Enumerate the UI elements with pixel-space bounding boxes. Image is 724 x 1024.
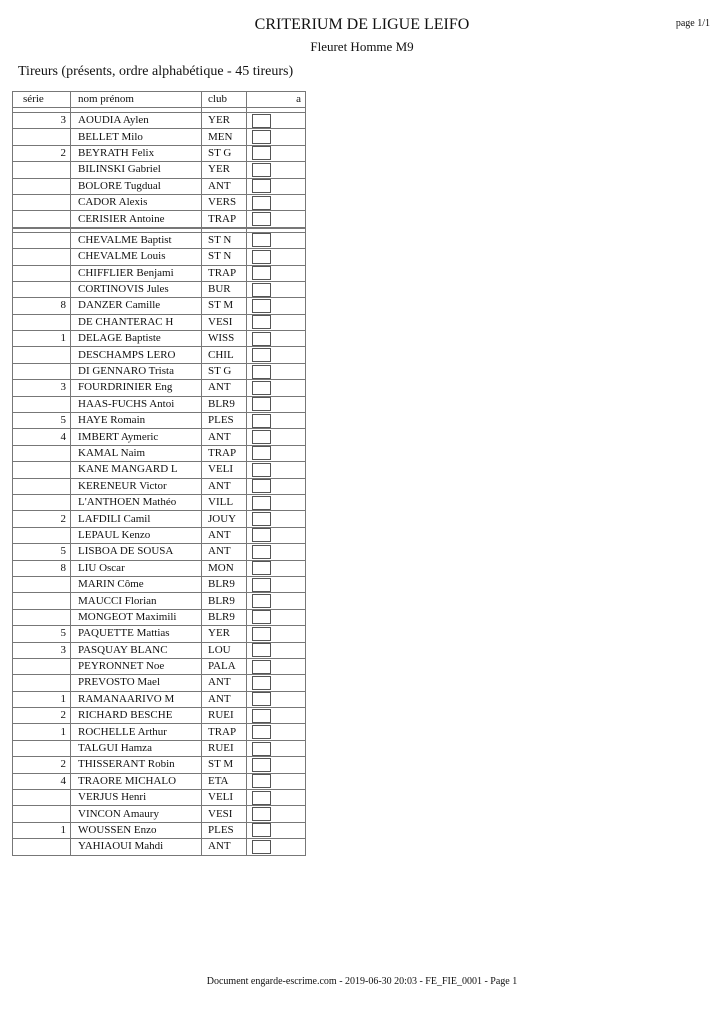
- name-cell: ROCHELLE Arthur: [71, 724, 202, 740]
- attendance-checkbox[interactable]: [252, 163, 271, 177]
- document-title: CRITERIUM DE LIGUE LEIFO: [254, 16, 470, 33]
- attendance-cell: [247, 314, 306, 330]
- attendance-checkbox[interactable]: [252, 676, 271, 690]
- attendance-cell: [247, 265, 306, 281]
- attendance-cell: [247, 347, 306, 363]
- attendance-cell: [247, 675, 306, 691]
- club-cell: ST G: [202, 363, 247, 379]
- club-cell: VELI: [202, 790, 247, 806]
- club-cell: ANT: [202, 380, 247, 396]
- club-cell: JOUY: [202, 511, 247, 527]
- table-row: [13, 691, 306, 707]
- table-row: [13, 162, 306, 178]
- attendance-checkbox[interactable]: [252, 823, 271, 837]
- document-subtitle: Fleuret Homme M9: [310, 39, 414, 54]
- attendance-cell: [247, 281, 306, 297]
- club-cell: ANT: [202, 178, 247, 194]
- name-cell: AOUDIA Aylen: [71, 113, 202, 129]
- attendance-checkbox[interactable]: [252, 212, 271, 226]
- attendance-checkbox[interactable]: [252, 512, 271, 526]
- name-cell: FOURDRINIER Eng: [71, 380, 202, 396]
- club-cell: ANT: [202, 839, 247, 855]
- serie-cell: [13, 576, 71, 592]
- attendance-cell: [247, 740, 306, 756]
- table-row: [13, 511, 306, 527]
- club-cell: ANT: [202, 675, 247, 691]
- name-cell: DELAGE Baptiste: [71, 331, 202, 347]
- attendance-cell: [247, 560, 306, 576]
- name-cell: LAFDILI Camil: [71, 511, 202, 527]
- attendance-cell: [247, 249, 306, 265]
- attendance-cell: [247, 462, 306, 478]
- serie-cell: 8: [13, 560, 71, 576]
- attendance-cell: [247, 363, 306, 379]
- column-header-a: a: [247, 92, 306, 108]
- name-cell: CERISIER Antoine: [71, 211, 202, 228]
- attendance-checkbox[interactable]: [252, 196, 271, 210]
- club-cell: ANT: [202, 527, 247, 543]
- attendance-checkbox[interactable]: [252, 578, 271, 592]
- name-cell: KANE MANGARD L: [71, 462, 202, 478]
- attendance-checkbox[interactable]: [252, 692, 271, 706]
- attendance-checkbox[interactable]: [252, 643, 271, 657]
- name-cell: BEYRATH Felix: [71, 145, 202, 161]
- attendance-checkbox[interactable]: [252, 742, 271, 756]
- attendance-checkbox[interactable]: [252, 233, 271, 247]
- table-row: [13, 576, 306, 592]
- column-header-name: nom prénom: [71, 92, 202, 108]
- serie-cell: [13, 609, 71, 625]
- attendance-cell: [247, 642, 306, 658]
- name-cell: TALGUI Hamza: [71, 740, 202, 756]
- serie-cell: [13, 839, 71, 855]
- serie-cell: [13, 162, 71, 178]
- table-row: [13, 757, 306, 773]
- name-cell: IMBERT Aymeric: [71, 429, 202, 445]
- serie-cell: 4: [13, 773, 71, 789]
- attendance-checkbox[interactable]: [252, 791, 271, 805]
- serie-cell: [13, 347, 71, 363]
- attendance-cell: [247, 576, 306, 592]
- attendance-checkbox[interactable]: [252, 758, 271, 772]
- club-cell: ANT: [202, 544, 247, 560]
- table-row: [13, 462, 306, 478]
- table-row: [13, 281, 306, 297]
- name-cell: VINCON Amaury: [71, 806, 202, 822]
- attendance-checkbox[interactable]: [252, 397, 271, 411]
- serie-cell: 2: [13, 708, 71, 724]
- attendance-cell: [247, 211, 306, 228]
- serie-cell: [13, 129, 71, 145]
- serie-cell: 1: [13, 331, 71, 347]
- serie-cell: 3: [13, 380, 71, 396]
- attendance-checkbox[interactable]: [252, 561, 271, 575]
- name-cell: KERENEUR Victor: [71, 478, 202, 494]
- serie-cell: [13, 249, 71, 265]
- table-row: [13, 478, 306, 494]
- club-cell: BLR9: [202, 593, 247, 609]
- attendance-checkbox[interactable]: [252, 130, 271, 144]
- name-cell: PEYRONNET Noe: [71, 658, 202, 674]
- attendance-cell: [247, 790, 306, 806]
- name-cell: DI GENNARO Trista: [71, 363, 202, 379]
- serie-cell: [13, 527, 71, 543]
- table-row: [13, 363, 306, 379]
- table-row: [13, 806, 306, 822]
- table-row: [13, 413, 306, 429]
- name-cell: CADOR Alexis: [71, 194, 202, 210]
- attendance-cell: [247, 658, 306, 674]
- club-cell: TRAP: [202, 445, 247, 461]
- attendance-cell: [247, 413, 306, 429]
- attendance-checkbox[interactable]: [252, 299, 271, 313]
- serie-cell: 5: [13, 626, 71, 642]
- table-row: [13, 232, 306, 248]
- page-number: page 1/1: [675, 18, 710, 29]
- serie-cell: [13, 806, 71, 822]
- name-cell: CHEVALME Louis: [71, 249, 202, 265]
- attendance-cell: [247, 724, 306, 740]
- attendance-checkbox[interactable]: [252, 840, 271, 854]
- club-cell: ST N: [202, 249, 247, 265]
- serie-cell: [13, 194, 71, 210]
- table-row: [13, 129, 306, 145]
- attendance-checkbox[interactable]: [252, 660, 271, 674]
- attendance-checkbox[interactable]: [252, 283, 271, 297]
- club-cell: ANT: [202, 478, 247, 494]
- attendance-checkbox[interactable]: [252, 545, 271, 559]
- attendance-cell: [247, 544, 306, 560]
- table-row: [13, 658, 306, 674]
- attendance-checkbox[interactable]: [252, 774, 271, 788]
- table-row: [13, 593, 306, 609]
- serie-cell: [13, 265, 71, 281]
- attendance-checkbox[interactable]: [252, 266, 271, 280]
- table-row: [13, 445, 306, 461]
- name-cell: WOUSSEN Enzo: [71, 822, 202, 838]
- attendance-checkbox[interactable]: [252, 610, 271, 624]
- attendance-checkbox[interactable]: [252, 446, 271, 460]
- table-row: [13, 265, 306, 281]
- attendance-cell: [247, 445, 306, 461]
- serie-cell: [13, 178, 71, 194]
- table-row: [13, 396, 306, 412]
- attendance-cell: [247, 331, 306, 347]
- club-cell: RUEI: [202, 740, 247, 756]
- serie-cell: 2: [13, 145, 71, 161]
- club-cell: TRAP: [202, 724, 247, 740]
- club-cell: ST G: [202, 145, 247, 161]
- name-cell: CHIFFLIER Benjami: [71, 265, 202, 281]
- serie-cell: 1: [13, 724, 71, 740]
- serie-cell: [13, 494, 71, 510]
- attendance-cell: [247, 232, 306, 248]
- serie-cell: 3: [13, 642, 71, 658]
- table-row: [13, 560, 306, 576]
- serie-cell: [13, 445, 71, 461]
- name-cell: HAAS-FUCHS Antoi: [71, 396, 202, 412]
- attendance-cell: [247, 194, 306, 210]
- club-cell: YER: [202, 113, 247, 129]
- table-row: [13, 249, 306, 265]
- club-cell: TRAP: [202, 211, 247, 228]
- attendance-cell: [247, 178, 306, 194]
- serie-cell: 5: [13, 544, 71, 560]
- table-row: [13, 527, 306, 543]
- attendance-checkbox[interactable]: [252, 114, 271, 128]
- fencer-table: [12, 91, 306, 856]
- attendance-checkbox[interactable]: [252, 348, 271, 362]
- club-cell: MEN: [202, 129, 247, 145]
- club-cell: VILL: [202, 494, 247, 510]
- name-cell: CORTINOVIS Jules: [71, 281, 202, 297]
- attendance-checkbox[interactable]: [252, 315, 271, 329]
- name-cell: PASQUAY BLANC: [71, 642, 202, 658]
- name-cell: BELLET Milo: [71, 129, 202, 145]
- club-cell: CHIL: [202, 347, 247, 363]
- serie-cell: 2: [13, 757, 71, 773]
- club-cell: PLES: [202, 822, 247, 838]
- club-cell: YER: [202, 162, 247, 178]
- attendance-checkbox[interactable]: [252, 479, 271, 493]
- attendance-checkbox[interactable]: [252, 146, 271, 160]
- name-cell: YAHIAOUI Mahdi: [71, 839, 202, 855]
- serie-cell: [13, 462, 71, 478]
- table-row: [13, 347, 306, 363]
- attendance-cell: [247, 626, 306, 642]
- name-cell: DESCHAMPS LERO: [71, 347, 202, 363]
- name-cell: MONGEOT Maximili: [71, 609, 202, 625]
- table-row: [13, 298, 306, 314]
- club-cell: WISS: [202, 331, 247, 347]
- name-cell: VERJUS Henri: [71, 790, 202, 806]
- table-row: [13, 675, 306, 691]
- table-row: [13, 178, 306, 194]
- table-row: [13, 609, 306, 625]
- attendance-checkbox[interactable]: [252, 496, 271, 510]
- attendance-cell: [247, 527, 306, 543]
- table-row: [13, 194, 306, 210]
- table-row: [13, 708, 306, 724]
- name-cell: RICHARD BESCHE: [71, 708, 202, 724]
- table-row: [13, 740, 306, 756]
- attendance-checkbox[interactable]: [252, 430, 271, 444]
- attendance-cell: [247, 757, 306, 773]
- serie-cell: 2: [13, 511, 71, 527]
- name-cell: DANZER Camille: [71, 298, 202, 314]
- name-cell: DE CHANTERAC H: [71, 314, 202, 330]
- attendance-cell: [247, 822, 306, 838]
- club-cell: YER: [202, 626, 247, 642]
- table-row: [13, 544, 306, 560]
- attendance-cell: [247, 773, 306, 789]
- document-footer: Document engarde-escrime.com - 2019-06-30 20:03 - FE_FIE_0001 - Page 1: [206, 976, 518, 987]
- club-cell: ETA: [202, 773, 247, 789]
- attendance-checkbox[interactable]: [252, 179, 271, 193]
- name-cell: TRAORE MICHALO: [71, 773, 202, 789]
- serie-cell: [13, 314, 71, 330]
- name-cell: KAMAL Naim: [71, 445, 202, 461]
- attendance-cell: [247, 298, 306, 314]
- club-cell: VESI: [202, 806, 247, 822]
- serie-cell: 8: [13, 298, 71, 314]
- name-cell: RAMANAARIVO M: [71, 691, 202, 707]
- attendance-cell: [247, 429, 306, 445]
- table-row: [13, 429, 306, 445]
- attendance-cell: [247, 145, 306, 161]
- serie-cell: [13, 790, 71, 806]
- serie-cell: 1: [13, 691, 71, 707]
- club-cell: PLES: [202, 413, 247, 429]
- table-row: [13, 331, 306, 347]
- serie-cell: [13, 211, 71, 228]
- column-header-serie: série: [13, 92, 71, 108]
- table-row: [13, 642, 306, 658]
- serie-cell: 1: [13, 822, 71, 838]
- club-cell: RUEI: [202, 708, 247, 724]
- attendance-cell: [247, 162, 306, 178]
- name-cell: PAQUETTE Mattias: [71, 626, 202, 642]
- serie-cell: [13, 740, 71, 756]
- club-cell: ST M: [202, 757, 247, 773]
- club-cell: ANT: [202, 429, 247, 445]
- serie-cell: [13, 363, 71, 379]
- name-cell: HAYE Romain: [71, 413, 202, 429]
- attendance-checkbox[interactable]: [252, 332, 271, 346]
- attendance-checkbox[interactable]: [252, 365, 271, 379]
- attendance-cell: [247, 839, 306, 855]
- table-row: [13, 113, 306, 129]
- club-cell: ST N: [202, 232, 247, 248]
- name-cell: LEPAUL Kenzo: [71, 527, 202, 543]
- serie-cell: 5: [13, 413, 71, 429]
- table-row: [13, 211, 306, 228]
- club-cell: LOU: [202, 642, 247, 658]
- serie-cell: 4: [13, 429, 71, 445]
- name-cell: LISBOA DE SOUSA: [71, 544, 202, 560]
- column-header-club: club: [202, 92, 247, 108]
- club-cell: ST M: [202, 298, 247, 314]
- name-cell: CHEVALME Baptist: [71, 232, 202, 248]
- table-row: [13, 380, 306, 396]
- serie-cell: [13, 396, 71, 412]
- table-row: [13, 314, 306, 330]
- attendance-checkbox[interactable]: [252, 807, 271, 821]
- attendance-cell: [247, 806, 306, 822]
- table-row: [13, 839, 306, 855]
- attendance-cell: [247, 380, 306, 396]
- serie-cell: 3: [13, 113, 71, 129]
- name-cell: MARIN Côme: [71, 576, 202, 592]
- serie-cell: [13, 593, 71, 609]
- table-row: [13, 790, 306, 806]
- attendance-checkbox[interactable]: [252, 381, 271, 395]
- attendance-cell: [247, 478, 306, 494]
- serie-cell: [13, 281, 71, 297]
- table-row: [13, 724, 306, 740]
- attendance-checkbox[interactable]: [252, 528, 271, 542]
- name-cell: L'ANTHOEN Mathéo: [71, 494, 202, 510]
- name-cell: PREVOSTO Mael: [71, 675, 202, 691]
- attendance-cell: [247, 113, 306, 129]
- table-row: [13, 773, 306, 789]
- club-cell: MON: [202, 560, 247, 576]
- club-cell: BLR9: [202, 576, 247, 592]
- attendance-cell: [247, 129, 306, 145]
- table-header-row: [13, 92, 306, 108]
- attendance-cell: [247, 593, 306, 609]
- club-cell: VESI: [202, 314, 247, 330]
- attendance-cell: [247, 511, 306, 527]
- club-cell: VERS: [202, 194, 247, 210]
- serie-cell: [13, 658, 71, 674]
- table-row: [13, 494, 306, 510]
- attendance-checkbox[interactable]: [252, 594, 271, 608]
- attendance-checkbox[interactable]: [252, 709, 271, 723]
- name-cell: BILINSKI Gabriel: [71, 162, 202, 178]
- serie-cell: [13, 675, 71, 691]
- attendance-checkbox[interactable]: [252, 463, 271, 477]
- table-row: [13, 626, 306, 642]
- attendance-cell: [247, 708, 306, 724]
- section-title: Tireurs (présents, ordre alphabétique - 45 tireurs): [18, 64, 294, 79]
- club-cell: VELI: [202, 462, 247, 478]
- serie-cell: [13, 232, 71, 248]
- name-cell: LIU Oscar: [71, 560, 202, 576]
- attendance-checkbox[interactable]: [252, 250, 271, 264]
- attendance-checkbox[interactable]: [252, 627, 271, 641]
- club-cell: BLR9: [202, 609, 247, 625]
- club-cell: PALA: [202, 658, 247, 674]
- club-cell: TRAP: [202, 265, 247, 281]
- club-cell: BUR: [202, 281, 247, 297]
- attendance-cell: [247, 494, 306, 510]
- club-cell: BLR9: [202, 396, 247, 412]
- serie-cell: [13, 478, 71, 494]
- attendance-checkbox[interactable]: [252, 725, 271, 739]
- name-cell: MAUCCI Florian: [71, 593, 202, 609]
- attendance-cell: [247, 609, 306, 625]
- club-cell: ANT: [202, 691, 247, 707]
- table-row: [13, 145, 306, 161]
- attendance-cell: [247, 691, 306, 707]
- attendance-cell: [247, 396, 306, 412]
- name-cell: BOLORE Tugdual: [71, 178, 202, 194]
- attendance-checkbox[interactable]: [252, 414, 271, 428]
- table-row: [13, 822, 306, 838]
- name-cell: THISSERANT Robin: [71, 757, 202, 773]
